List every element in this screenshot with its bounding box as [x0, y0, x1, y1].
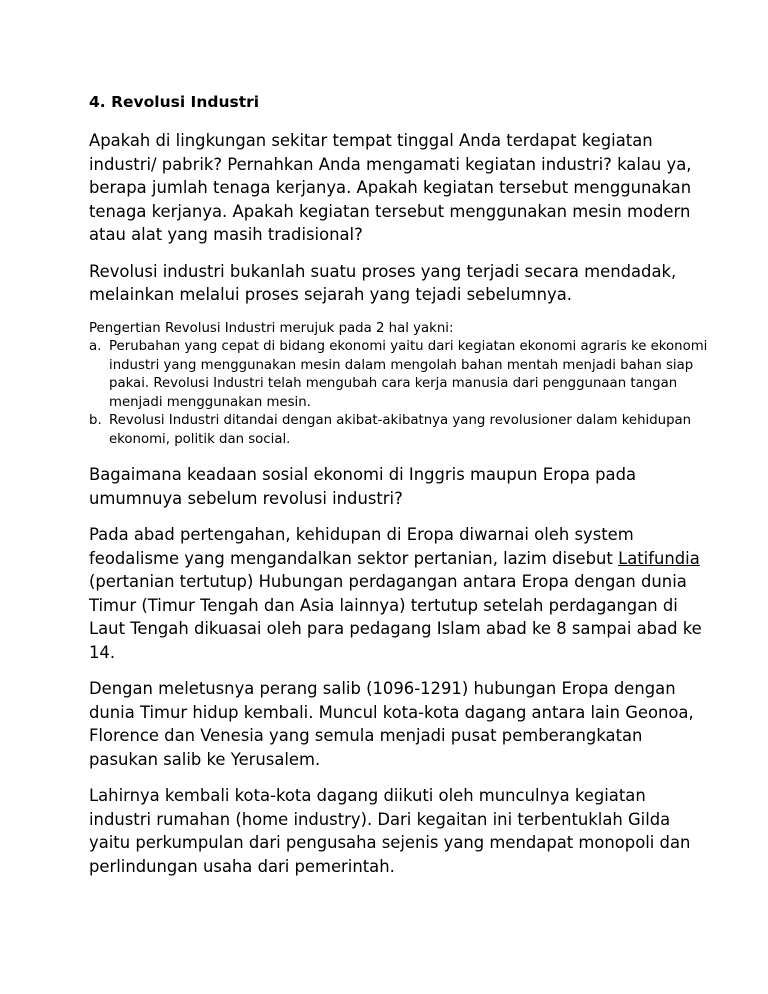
section-heading: 4. Revolusi Industri — [89, 93, 260, 111]
latifundia-link[interactable]: Latifundia — [618, 548, 700, 568]
paragraph-definition: Revolusi industri bukanlah suatu proses yang terjadi secara mendadak, melainkan melalui proses sejarah yang tejadi sebelumnya. — [89, 261, 677, 304]
definition-block — [89, 320, 708, 450]
definition-intro: Pengertian Revolusi Industri merujuk pada 2 hal yakni: — [89, 320, 454, 336]
paragraph-middle-ages — [89, 523, 708, 664]
list-marker: b. — [89, 413, 102, 428]
list-item-text: Revolusi Industri ditandai dengan akibat-akibatnya yang revolusioner dalam kehidupan ekonomi, politik dan social. — [109, 413, 692, 447]
list-item-text: Perubahan yang cepat di bidang ekonomi yaitu dari kegiatan ekonomi agraris ke ekonomi industri yang menggunakan mesin dalam mengolah bahan mentah menjadi bahan siap pakai. Revolusi Industri telah mengubah cara kerja manusia dari penggunaan tangan menjadi menggunakan mesin. — [109, 339, 708, 410]
list-item — [89, 338, 708, 412]
definition-list — [89, 338, 708, 449]
paragraph-crusades: Dengan meletusnya perang salib (1096-1291) hubungan Eropa dengan dunia Timur hidup kembali. Muncul kota-kota dagang antara lain Geonoa, Florence dan Venesia yang semula menjadi pusat pemberangkatan pasukan salib ke Yerusalem. — [89, 679, 694, 769]
list-item — [89, 412, 708, 449]
list-marker: a. — [89, 339, 102, 354]
paragraph-text: (pertanian tertutup) Hubungan perdagangan antara Eropa dengan dunia Timur (Timur Tengah dan Asia lainnya) tertutup setelah perdagangan di Laut Tengah dikuasai oleh para pedagang Islam abad ke 8 sampai abad ke 14. — [89, 572, 702, 662]
paragraph-guilds: Lahirnya kembali kota-kota dagang diikuti oleh munculnya kegiatan industri rumahan (home industry). Dari kegaitan ini terbentuklah Gilda yaitu perkumpulan dari pengusaha sejenis yang mendapat monopoli dan perlindungan usaha dari pemerintah. — [89, 786, 691, 876]
paragraph-intro-questions: Apakah di lingkungan sekitar tempat tinggal Anda terdapat kegiatan industri/ pabrik? Pernahkan Anda mengamati kegiatan industri? kalau ya, berapa jumlah tenaga kerjanya. Apakah kegiatan tersebut menggunakan tenaga kerjanya. Apakah kegiatan tersebut menggunakan mesin modern atau alat yang masih tradisional? — [89, 131, 692, 244]
paragraph-question: Bagaimana keadaan sosial ekonomi di Inggris maupun Eropa pada umumnuya sebelum revolusi industri? — [89, 465, 637, 508]
paragraph-text: Pada abad pertengahan, kehidupan di Eropa diwarnai oleh system feodalisme yang mengandalkan sektor pertanian, lazim disebut — [89, 525, 634, 568]
